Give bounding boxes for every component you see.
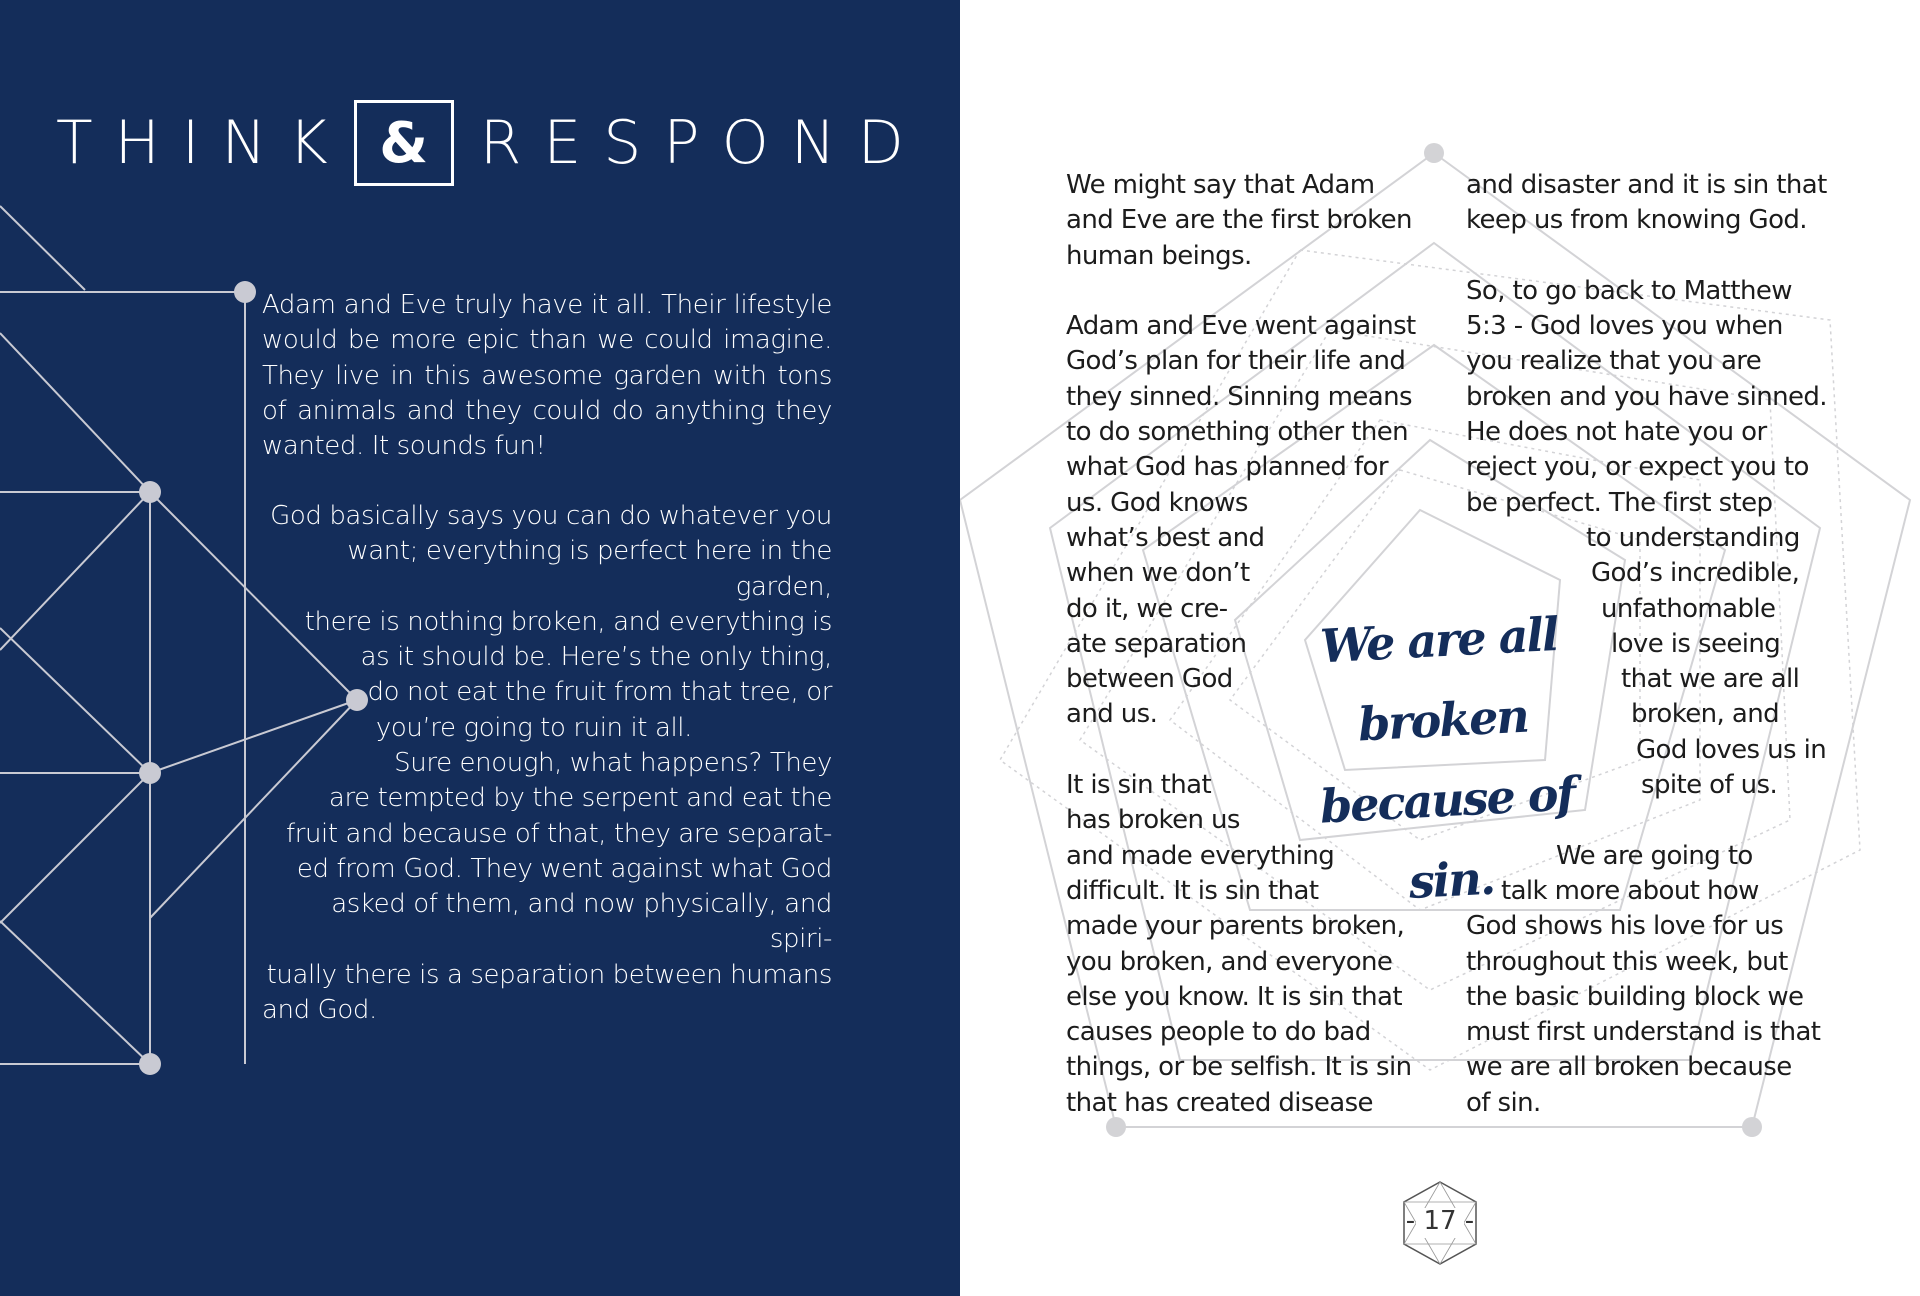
text-line: We are going to (1556, 840, 1753, 871)
text-line: when we don’t (1066, 558, 1250, 589)
pull-quote-line-2: because of sin. (1318, 766, 1576, 910)
text-line: God basically says you can do whatever you (270, 501, 832, 531)
text-line: as it should be. Here’s the only thing, (360, 642, 832, 673)
heading-think: THINK (56, 108, 350, 178)
text-line: things, or be selfish. It is sin (1066, 1052, 1412, 1083)
text-line: ed from God. They went against what God (296, 853, 832, 884)
page-heading (56, 98, 926, 188)
text-line: broken and you have sinned. (1466, 381, 1827, 412)
left-paragraph-3 (262, 746, 832, 1028)
text-line: So, to go back to Matthew (1466, 275, 1792, 306)
text-line: God shows his love for us (1466, 911, 1784, 942)
text-line: tually there is a separation between humans (266, 959, 832, 990)
text-line: and disaster and it is sin that (1466, 170, 1827, 200)
text-line: else you know. It is sin that (1066, 981, 1402, 1012)
paragraph-gap (1066, 274, 1446, 309)
text-line: what God has planned for (1066, 452, 1388, 483)
text-line: between God (1066, 664, 1233, 695)
text-line: would be more epic than we could imagine. (262, 325, 832, 356)
text-line: It is sin that (1066, 770, 1212, 801)
text-line: reject you, or expect you to (1466, 452, 1809, 483)
text-line: and God. (262, 995, 377, 1026)
text-line: that we are all (1621, 664, 1800, 695)
text-line: unfathomable (1601, 593, 1776, 624)
text-line: that has created disease (1066, 1087, 1373, 1118)
text-line: causes people to do bad (1066, 1017, 1371, 1048)
text-line: you broken, and everyone (1066, 946, 1393, 977)
text-line: God’s incredible, (1591, 558, 1800, 589)
text-line: the basic building block we (1466, 981, 1804, 1012)
text-line: they sinned. Sinning means (1066, 381, 1412, 412)
text-line: He does not hate you or (1466, 417, 1767, 448)
text-line: fruit and because of that, they are separat- (285, 818, 832, 849)
left-paragraph-2 (262, 499, 832, 746)
text-line: keep us from knowing God. (1466, 205, 1807, 236)
text-line: what’s best and (1066, 522, 1265, 553)
page-number: - 17 - (1405, 1206, 1475, 1236)
text-line: us. God knows (1066, 487, 1248, 518)
text-line: and us. (1066, 699, 1158, 730)
text-line: to understanding (1586, 522, 1800, 553)
text-line: throughout this week, but (1466, 946, 1788, 977)
text-line: made your parents broken, (1066, 911, 1405, 942)
text-line: want; everything is perfect here in the garden, (347, 536, 832, 602)
paragraph-gap (1466, 239, 1846, 274)
text-line: do it, we cre- (1066, 593, 1228, 624)
text-line: difficult. It is sin that (1066, 875, 1319, 906)
text-line: talk more about how (1501, 875, 1759, 906)
text-line: God’s plan for their life and (1066, 346, 1406, 377)
text-line: are tempted by the serpent and eat the (328, 783, 832, 814)
pull-quote (1282, 592, 1608, 928)
text-line: to do something other then (1066, 417, 1409, 448)
text-line: ate separation (1066, 628, 1247, 659)
text-line: God loves us in (1636, 734, 1827, 765)
text-line: be perfect. The first step (1466, 487, 1773, 518)
heading-ampersand: & (379, 110, 429, 176)
text-line: there is nothing broken, and everything is (304, 606, 832, 637)
text-line: and made everything (1066, 840, 1335, 871)
text-line: do not eat the fruit from that tree, or (367, 677, 832, 708)
text-line: Adam and Eve truly have it all. Their lifestyle (262, 290, 832, 320)
text-line: you’re going to ruin it all. (375, 712, 692, 743)
text-line: of animals and they could do anything they (262, 395, 832, 426)
text-line: of sin. (1466, 1087, 1541, 1118)
page-number-badge (1400, 1178, 1480, 1268)
text-line: love is seeing (1611, 628, 1781, 659)
text-line: has broken us (1066, 805, 1240, 836)
heading-respond: RESPOND (479, 108, 926, 178)
pull-quote-line-1: We are all broken (1318, 606, 1559, 752)
text-line: Sure enough, what happens? They (394, 748, 832, 778)
text-line: wanted. It sounds fun! (262, 431, 546, 462)
text-line: broken, and (1631, 699, 1779, 730)
text-line: we are all broken because (1466, 1052, 1792, 1083)
text-line: spite of us. (1641, 770, 1778, 801)
heading-ampersand-box (354, 100, 454, 186)
text-line: human beings. (1066, 240, 1252, 271)
text-line: 5:3 - God loves you when (1466, 311, 1783, 342)
text-line: must first understand is that (1466, 1017, 1821, 1048)
text-line: We might say that Adam (1066, 170, 1375, 200)
text-line: you realize that you are (1466, 346, 1762, 377)
text-line: They live in this awesome garden with tons (262, 360, 832, 391)
text-line: Adam and Eve went against (1066, 311, 1416, 342)
text-line: asked of them, and now physically, and spiri- (331, 889, 832, 955)
left-paragraph-1 (262, 288, 832, 464)
text-line: and Eve are the first broken (1066, 205, 1412, 236)
